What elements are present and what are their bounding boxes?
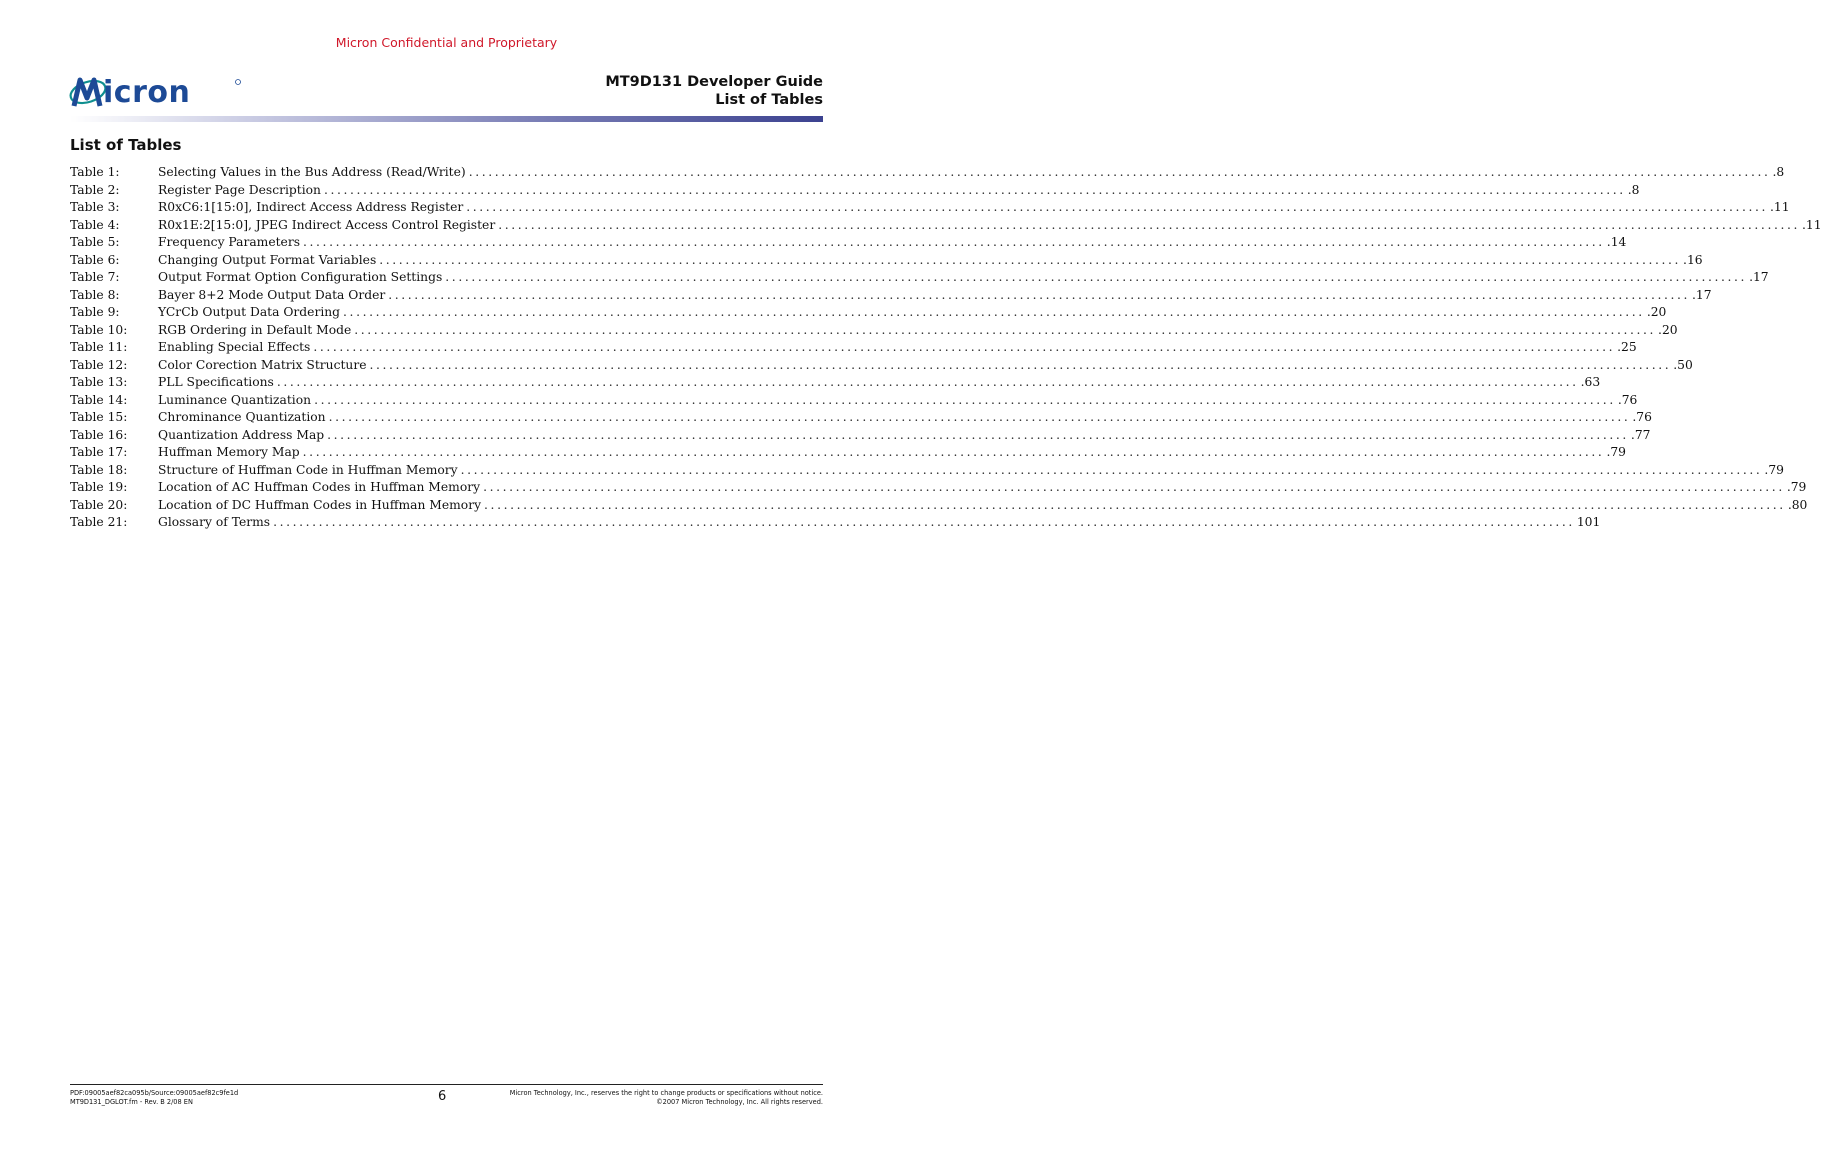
toc-entry-page: .20 [1658, 322, 1678, 337]
toc-entry-number: Table 4: [70, 217, 120, 232]
toc-entry[interactable] [70, 514, 1601, 532]
toc-dot-leader: ........................................................................................................................................................................................................ [273, 515, 1575, 529]
toc-dot-leader: ........................................................................................................................................................................................................ [468, 165, 1771, 179]
toc-entry-title: Frequency Parameters [158, 235, 301, 249]
toc-entry-title: Location of AC Huffman Codes in Huffman Memory [158, 480, 481, 494]
toc-entry[interactable] [70, 357, 1693, 375]
toc-entry-title: Chrominance Quantization [158, 410, 326, 424]
toc-entry-title: RGB Ordering in Default Mode [158, 322, 352, 337]
toc-dot-leader: ........................................................................................................................................................................................................ [328, 410, 1631, 424]
footer-pdf-id: PDF:09005aef82ca095b/Source:09005aef82c9fe1d [70, 1089, 239, 1097]
footer-rule [70, 1084, 823, 1085]
toc-dot-leader: ........................................................................................................................................................................................................ [343, 305, 1645, 319]
toc-entry[interactable] [70, 322, 1678, 340]
toc-dot-leader: ........................................................................................................................................................................................................ [303, 235, 1605, 249]
toc-entry-number: Table 1: [70, 165, 120, 179]
toc-dot-leader: ........................................................................................................................................................................................................ [369, 357, 1672, 372]
toc-entry-title: Glossary of Terms [158, 515, 271, 529]
toc-entry-number: Table 2: [70, 182, 120, 197]
toc-entry-number: Table 20: [70, 497, 128, 512]
toc-entry-title: Changing Output Format Variables [158, 252, 377, 267]
footer-copyright: ©2007 Micron Technology, Inc. All rights reserved. [656, 1097, 823, 1106]
confidential-notice: Micron Confidential and Proprietary [335, 35, 558, 50]
toc-entry-number: Table 9: [70, 305, 120, 319]
document-title [605, 73, 823, 109]
toc-entry-number: Table 14: [70, 392, 128, 407]
toc-entry[interactable] [70, 217, 1822, 235]
toc-entry[interactable] [70, 392, 1638, 410]
toc-entry[interactable] [70, 269, 1769, 287]
toc-dot-leader: ........................................................................................................................................................................................................ [379, 252, 1682, 267]
toc-entry-title: Color Corection Matrix Structure [158, 357, 367, 372]
toc-entry-title: YCrCb Output Data Ordering [158, 305, 341, 319]
toc-entry[interactable] [70, 479, 1807, 497]
toc-entry-page: .17 [1749, 270, 1769, 284]
toc-entry-page: .79 [1764, 462, 1784, 477]
toc-entry-number: Table 6: [70, 252, 120, 267]
toc-entry-title: PLL Specifications [158, 375, 274, 389]
page-number: 6 [438, 1089, 447, 1104]
toc-entry[interactable] [70, 427, 1651, 445]
toc-dot-leader: ........................................................................................................................................................................................................ [466, 200, 1769, 214]
toc-entry-number: Table 16: [70, 427, 128, 442]
toc-entry-title: Structure of Huffman Code in Huffman Memory [158, 462, 458, 477]
toc-entry[interactable] [70, 252, 1703, 270]
toc-entry-title: Quantization Address Map [158, 427, 325, 442]
toc-entry[interactable] [70, 199, 1790, 217]
toc-entry-number: Table 19: [70, 480, 128, 494]
toc-entry-title: Huffman Memory Map [158, 445, 300, 459]
toc-entry-page: .17 [1692, 287, 1712, 302]
toc-entry-number: Table 21: [70, 515, 128, 529]
toc-entry-page: .80 [1787, 497, 1808, 512]
toc-entry-number: Table 7: [70, 270, 120, 284]
toc-entry-number: Table 13: [70, 375, 128, 389]
footer-disclaimer: Micron Technology, Inc., reserves the right to change products or specifications without notice. [509, 1089, 823, 1097]
toc-entry-number: Table 17: [70, 445, 128, 459]
toc-entry-number: Table 3: [70, 200, 120, 214]
toc-entry-page: .11 [1801, 217, 1822, 232]
toc-dot-leader: ........................................................................................................................................................................................................ [314, 392, 1616, 407]
toc-entry-title: Selecting Values in the Bus Address (Read/Write) [158, 165, 466, 179]
footer-source-info [70, 1089, 238, 1106]
toc-entry-page: .16 [1683, 252, 1703, 267]
toc-entry-title: Enabling Special Effects [158, 340, 311, 354]
toc-entry[interactable] [70, 374, 1601, 392]
toc-entry[interactable] [70, 409, 1652, 427]
toc-entry[interactable] [70, 304, 1667, 322]
toc-entry-title: Bayer 8+2 Mode Output Data Order [158, 287, 386, 302]
toc-dot-leader: ........................................................................................................................................................................................................ [313, 340, 1616, 354]
toc-entry-page: .76 [1617, 392, 1638, 407]
toc-dot-leader: ........................................................................................................................................................................................................ [460, 462, 1763, 477]
toc-entry-number: Table 5: [70, 235, 120, 249]
toc-dot-leader: ........................................................................................................................................................................................................ [327, 427, 1629, 442]
toc-entry[interactable] [70, 164, 1785, 182]
toc-dot-leader: ........................................................................................................................................................................................................ [484, 497, 1786, 512]
toc-entry-page: .14 [1606, 235, 1627, 249]
list-of-tables [70, 164, 1822, 532]
footer-legal [510, 1089, 823, 1106]
toc-entry[interactable] [70, 287, 1712, 305]
toc-entry-page: .11 [1770, 200, 1790, 214]
toc-entry-page: .76 [1632, 410, 1652, 424]
toc-entry-page: .79 [1786, 480, 1807, 494]
toc-entry[interactable] [70, 444, 1626, 462]
toc-entry-page: 101 [1576, 515, 1601, 529]
toc-dot-leader: ........................................................................................................................................................................................................ [323, 182, 1626, 197]
toc-dot-leader: ........................................................................................................................................................................................................ [354, 322, 1657, 337]
doc-title-sub: List of Tables [715, 92, 823, 108]
toc-entry-title: Register Page Description [158, 182, 321, 197]
toc-entry-title: Output Format Option Configuration Settings [158, 270, 443, 284]
toc-entry-page: .20 [1646, 305, 1667, 319]
svg-text:icron: icron [103, 75, 191, 110]
toc-entry-title: Location of DC Huffman Codes in Huffman Memory [158, 497, 482, 512]
toc-entry-number: Table 15: [70, 410, 128, 424]
toc-entry-number: Table 18: [70, 462, 128, 477]
footer-file-rev: MT9D131_DGLOT.fm - Rev. B 2/08 EN [70, 1097, 193, 1106]
toc-entry-number: Table 11: [70, 340, 128, 354]
toc-entry-number: Table 10: [70, 322, 128, 337]
toc-dot-leader: ........................................................................................................................................................................................................ [388, 287, 1690, 302]
toc-entry[interactable] [70, 497, 1808, 515]
toc-entry-number: Table 8: [70, 287, 120, 302]
toc-dot-leader: ........................................................................................................................................................................................................ [498, 217, 1800, 232]
micron-logo [68, 70, 243, 112]
section-title: List of Tables [70, 136, 182, 154]
toc-entry[interactable] [70, 234, 1627, 252]
toc-entry[interactable] [70, 339, 1637, 357]
toc-entry-page: .79 [1606, 445, 1626, 459]
toc-entry[interactable] [70, 462, 1784, 480]
toc-dot-leader: ........................................................................................................................................................................................................ [445, 270, 1748, 284]
toc-dot-leader: ........................................................................................................................................................................................................ [483, 480, 1785, 494]
header-gradient-rule [70, 116, 823, 122]
toc-entry-page: .25 [1617, 340, 1637, 354]
toc-dot-leader: ........................................................................................................................................................................................................ [276, 375, 1579, 389]
toc-entry-title: Luminance Quantization [158, 392, 312, 407]
toc-dot-leader: ........................................................................................................................................................................................................ [302, 445, 1605, 459]
toc-entry-page: .8 [1627, 182, 1640, 197]
toc-entry-page: .8 [1772, 165, 1785, 179]
toc-entry-page: .77 [1630, 427, 1651, 442]
toc-entry-title: R0x1E:2[15:0], JPEG Indirect Access Control Register [158, 217, 496, 232]
toc-entry[interactable] [70, 182, 1640, 200]
toc-entry-title: R0xC6:1[15:0], Indirect Access Address Register [158, 200, 464, 214]
toc-entry-number: Table 12: [70, 357, 128, 372]
toc-entry-page: .50 [1673, 357, 1693, 372]
toc-entry-page: .63 [1580, 375, 1601, 389]
doc-title-main: MT9D131 Developer Guide [605, 74, 823, 90]
